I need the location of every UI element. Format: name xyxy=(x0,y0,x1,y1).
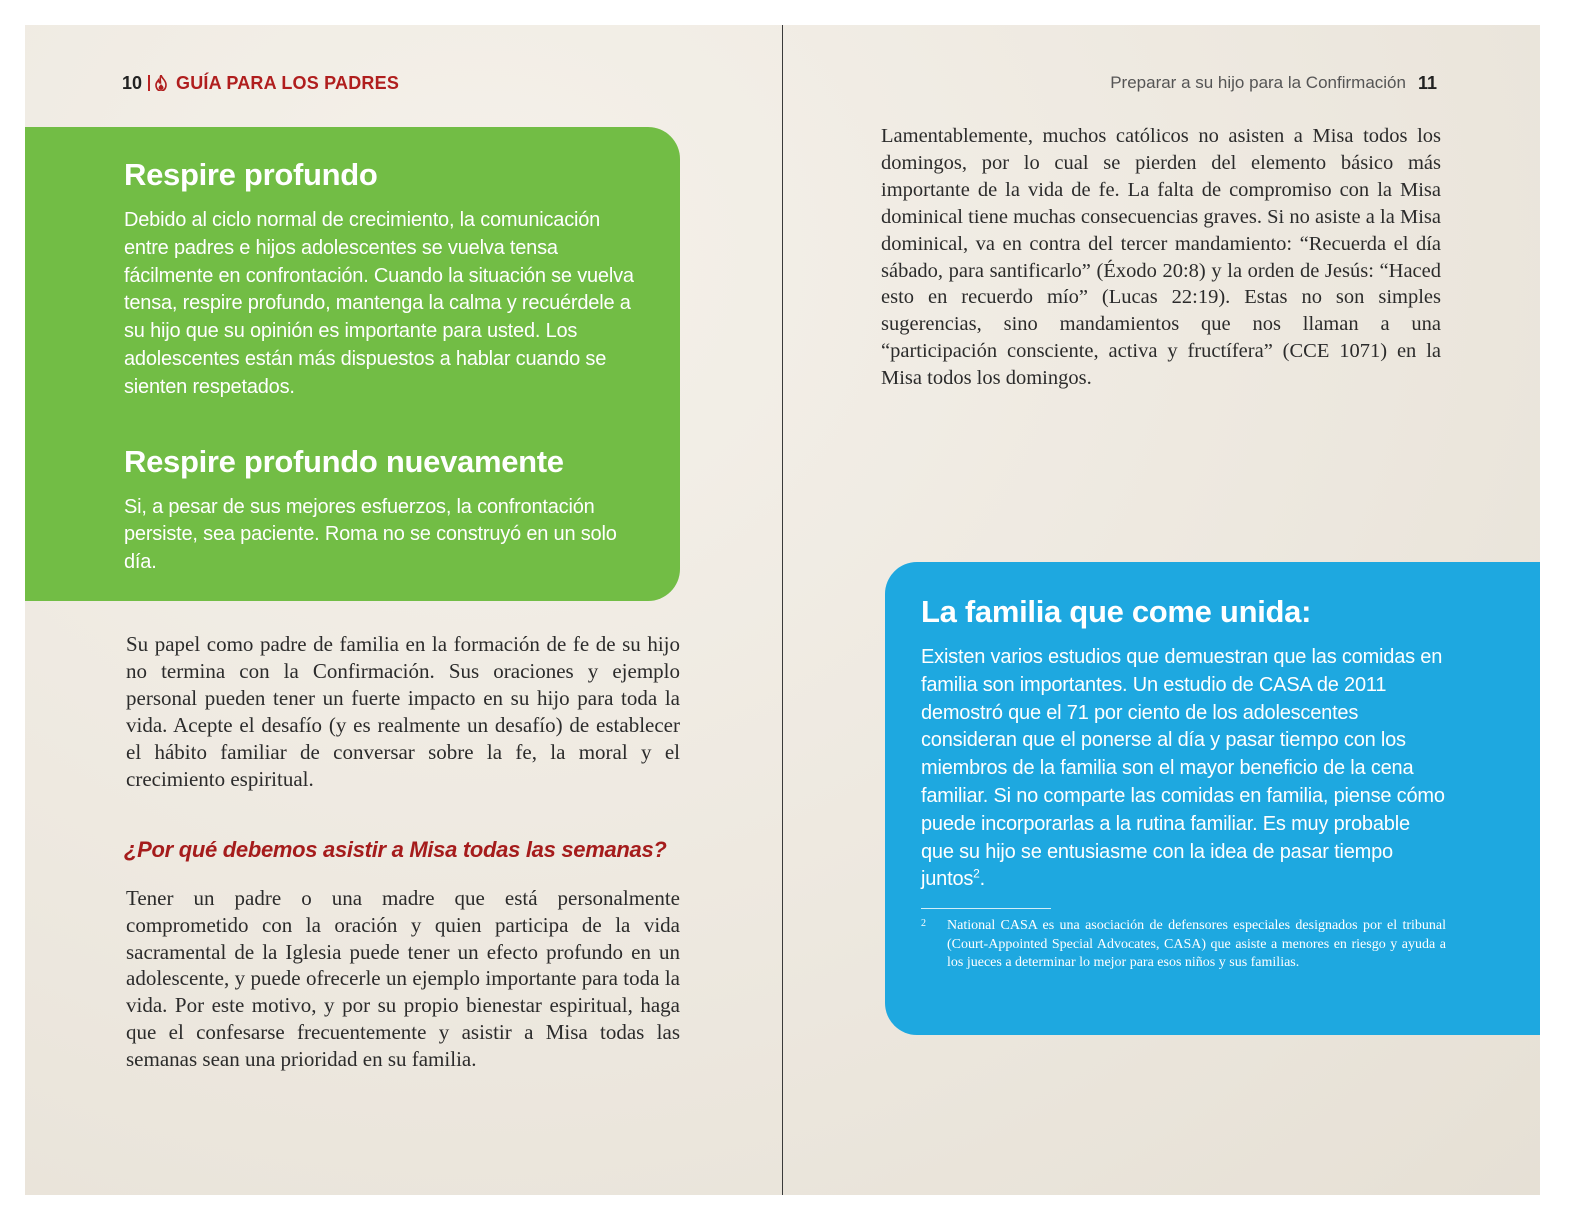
tip-paragraph-nuevamente: Si, a pesar de sus mejores esfuerzos, la confrontación persiste, sea paciente. Roma no se construyó en un solo día. xyxy=(124,495,617,574)
footnote xyxy=(921,917,1446,973)
info-box-paragraph: Existen varios estudios que demuestran que las comidas en familia son importantes. Un estudio de CASA de 2011 demostró que el 71 por ciento de los adolescentes consideran que el ponerse al día y pasar tiempo con los miembros de la familia son el mayor beneficio de la cena familiar. Si no comparte las comidas en familia, piense cómo puede incorporarlas a la rutina familiar. Es muy probable que su hijo se entusiasme con la idea de pasar tiempo juntos$^2$. xyxy=(921,646,1445,891)
footnote-reference: 2 xyxy=(973,866,980,881)
right-page-number: 11 xyxy=(1417,72,1437,93)
tip-box-green xyxy=(25,127,680,601)
left-page-number: 10 xyxy=(122,72,143,93)
tip-paragraph-respire: Debido al ciclo normal de crecimiento, la comunicación entre padres e hijos adolescentes se vuelva tensa fácilmente en confrontación. Cuando la situación se vuelva tensa, respire profundo, mantenga la calma y recuérdele a su hijo que su opinión es importante para usted. Los adolescentes están más dispuestos a hablar cuando se sienten respetados. xyxy=(124,209,634,398)
right-page-header xyxy=(1110,71,1437,95)
section-question-heading: ¿Por qué debemos asistir a Misa todas las semanas? xyxy=(124,837,667,862)
info-box-text: Existen varios estudios que demuestran que las comidas en familia son importantes. Un estudio de CASA de 2011 demostró que el 71 por ciento de los adolescentes consideran que el ponerse al día y pasar tiempo con los miembros de la familia son el mayor beneficio de la cena familiar. Si no comparte las comidas en familia, piense cómo puede incorporarlas a la rutina familiar. Es muy probable que su hijo se entusiasme con la idea de pasar tiempo juntos xyxy=(921,646,1445,891)
tip-heading-nuevamente: Respire profundo nuevamente xyxy=(124,443,564,479)
footnote-number: 2 xyxy=(921,918,926,930)
header-divider xyxy=(148,75,150,91)
left-page-running-title: GUÍA PARA LOS PADRES xyxy=(176,72,400,93)
page-gutter xyxy=(782,25,783,1195)
info-box-heading: La familia que come unida: xyxy=(921,594,1312,629)
tip-heading-respire: Respire profundo xyxy=(124,157,378,192)
flame-icon xyxy=(154,75,168,91)
left-body-paragraph-2: Tener un padre o una madre que está personalmente comprometido con la oración y quien participa de la vida sacramental de la Iglesia puede tener un efecto profundo en un adolescente, y puede ofrecerle un ejemplo importante para toda la vida. Por este motivo, y por su propio bienestar espiritual, haga que el confesarse frecuentemente y asistir a Misa todas las semanas sean una prioridad en su familia. xyxy=(126,886,680,1071)
book-spread xyxy=(25,25,1540,1195)
right-page-running-title: Preparar a su hijo para la Confirmación xyxy=(1110,73,1406,92)
right-body-paragraph: Lamentablemente, muchos católicos no asisten a Misa todos los domingos, por lo cual se pierden del elemento básico más importante de la vida de fe. La falta de compromiso con la Misa dominical tiene muchas consecuencias graves. Si no asiste a la Misa dominical, va en contra del tercer mandamiento: “Recuerda el día sábado, para santificarlo” (Éxodo 20:8) y la orden de Jesús: “Haced esto en recuerdo mío” (Lucas 22:19). Estas no son simples sugerencias, sino mandamientos que nos llaman a una “participación consciente, activa y fructífera” (CCE 1071) en la Misa todos los domingos. xyxy=(881,125,1441,390)
info-box-blue xyxy=(885,562,1540,1035)
left-body-paragraph: Su papel como padre de familia en la formación de fe de su hijo no termina con la Confirmación. Sus oraciones y ejemplo personal pueden tener un fuerte impacto en su hijo para toda la vida. Acepte el desafío (y es realmente un desafío) de establecer el hábito familiar de conversar sobre la fe, la moral y el crecimiento espiritual. xyxy=(126,632,680,791)
footnote-rule xyxy=(921,908,1051,909)
footnote-text: National CASA es una asociación de defensores especiales designados por el tribunal (Court-Appointed Special Advocates, CASA) que asiste a menores en riesgo y ayuda a los jueces a determinar lo mejor para esos niños y sus familias. xyxy=(947,918,1446,971)
left-page-header xyxy=(122,71,399,95)
